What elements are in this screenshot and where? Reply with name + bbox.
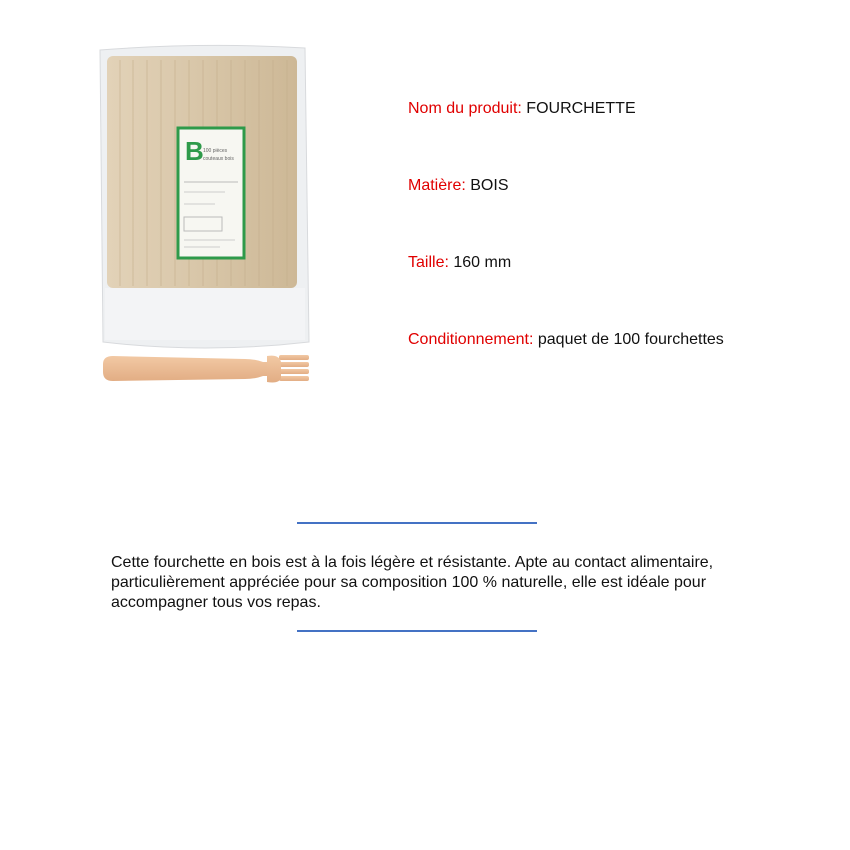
package-label [178,128,244,258]
spec-material [408,177,508,195]
spec-label: Taille: [408,254,449,271]
spec-product-name [408,100,636,118]
wooden-fork [103,355,309,383]
spec-value: paquet de 100 fourchettes [537,331,724,348]
spec-label: Nom du produit: [408,100,522,117]
spec-packaging [408,331,724,349]
spec-size [408,254,511,272]
spec-value: 160 mm [453,254,512,271]
spec-label: Conditionnement: [408,331,534,348]
package-count-text: 100 pièces [203,148,228,154]
spec-label: Matière: [408,177,466,194]
product-description: Cette fourchette en bois est à la fois légère et résistante. Apte au contact alimentaire, particulièrement appréciée pour sa composition 100 % naturelle, elle est idéale pour accompagner tous vos repas. [111,554,714,611]
fork-package-illustration [95,42,315,392]
spec-value: BOIS [470,177,509,194]
product-photo [95,42,315,392]
spec-value: FOURCHETTE [526,100,636,117]
package-kind-text: couteaux bois [203,156,234,162]
divider-bottom [297,630,537,632]
package-logo-letter: B [185,136,204,166]
divider-top [297,522,537,524]
